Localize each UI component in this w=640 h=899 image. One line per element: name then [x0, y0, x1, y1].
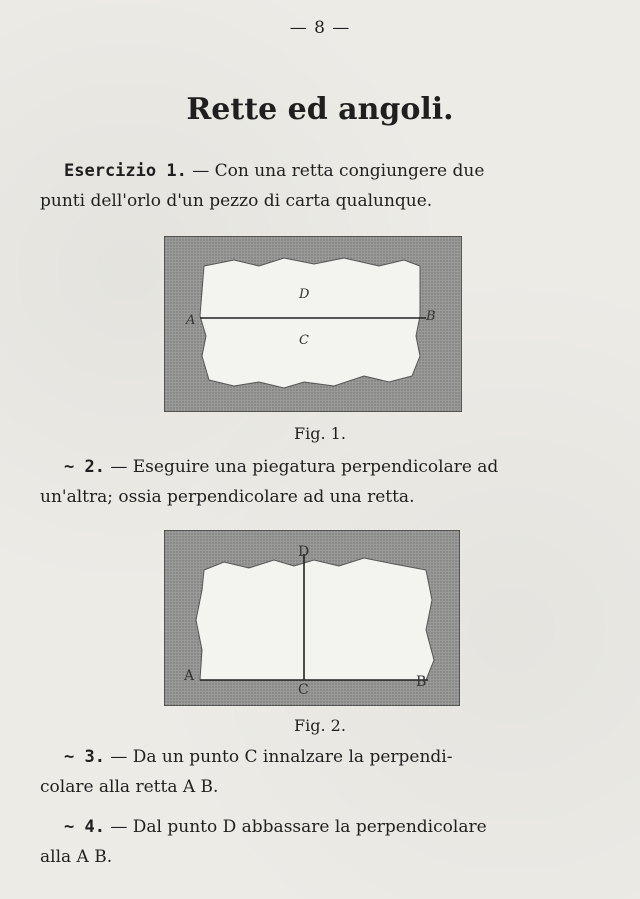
- exercise-2: [40, 452, 600, 512]
- exercise-2-line-1: [40, 452, 600, 482]
- figure-1-drawing: [164, 236, 462, 412]
- exercise-3-line-1: [40, 742, 600, 772]
- exercise-1-dash: —: [186, 161, 215, 181]
- exercise-1-line-1: [40, 156, 600, 186]
- exercise-4-line-1: [40, 812, 600, 842]
- figure-2-drawing: [164, 530, 460, 706]
- exercise-3: [40, 742, 600, 802]
- figure-2-paper: [196, 558, 434, 680]
- exercise-1-lead: Esercizio 1.: [64, 161, 187, 181]
- figure-2-label-b: B: [416, 674, 427, 690]
- exercise-1-text-1: Con una retta congiungere due: [214, 161, 485, 181]
- exercise-4: [40, 812, 600, 872]
- figure-1-label-c: C: [299, 333, 309, 348]
- figure-1-caption: Fig. 1.: [294, 424, 346, 443]
- exercise-3-dash: —: [104, 747, 133, 767]
- figure-1-label-a: A: [186, 313, 196, 328]
- exercise-2-text-1: Eseguire una piegatura perpendicolare ad: [132, 457, 499, 477]
- figure-2-caption: Fig. 2.: [294, 716, 346, 735]
- exercise-4-text-2: alla A B.: [40, 847, 113, 867]
- exercise-4-lead: ~ 4.: [64, 817, 105, 837]
- exercise-3-lead: ~ 3.: [64, 747, 105, 767]
- figure-1-label-b: B: [426, 309, 436, 324]
- exercise-3-text-2: colare alla retta A B.: [40, 777, 219, 797]
- exercise-1-text-2: punti dell'orlo d'un pezzo di carta qualunque.: [40, 191, 433, 211]
- exercise-2-lead: ~ 2.: [64, 457, 105, 477]
- figure-2-label-d: D: [298, 544, 310, 560]
- figure-1-paper: [200, 258, 420, 388]
- exercise-1: [40, 156, 600, 216]
- figure-2-label-c: C: [298, 682, 309, 698]
- section-title: Rette ed angoli.: [186, 92, 454, 127]
- figure-1-label-d: D: [299, 287, 310, 302]
- exercise-4-text-1: Dal punto D abbassare la perpendicolare: [132, 817, 487, 837]
- exercise-2-text-2: un'altra; ossia perpendicolare ad una retta.: [40, 487, 415, 507]
- exercise-4-dash: —: [104, 817, 133, 837]
- page-number: — 8 —: [289, 18, 351, 38]
- exercise-2-dash: —: [104, 457, 133, 477]
- exercise-3-text-1: Da un punto C innalzare la perpendi-: [132, 747, 453, 767]
- figure-2: [164, 530, 460, 706]
- figure-2-label-a: A: [184, 668, 195, 684]
- figure-1: [164, 236, 462, 412]
